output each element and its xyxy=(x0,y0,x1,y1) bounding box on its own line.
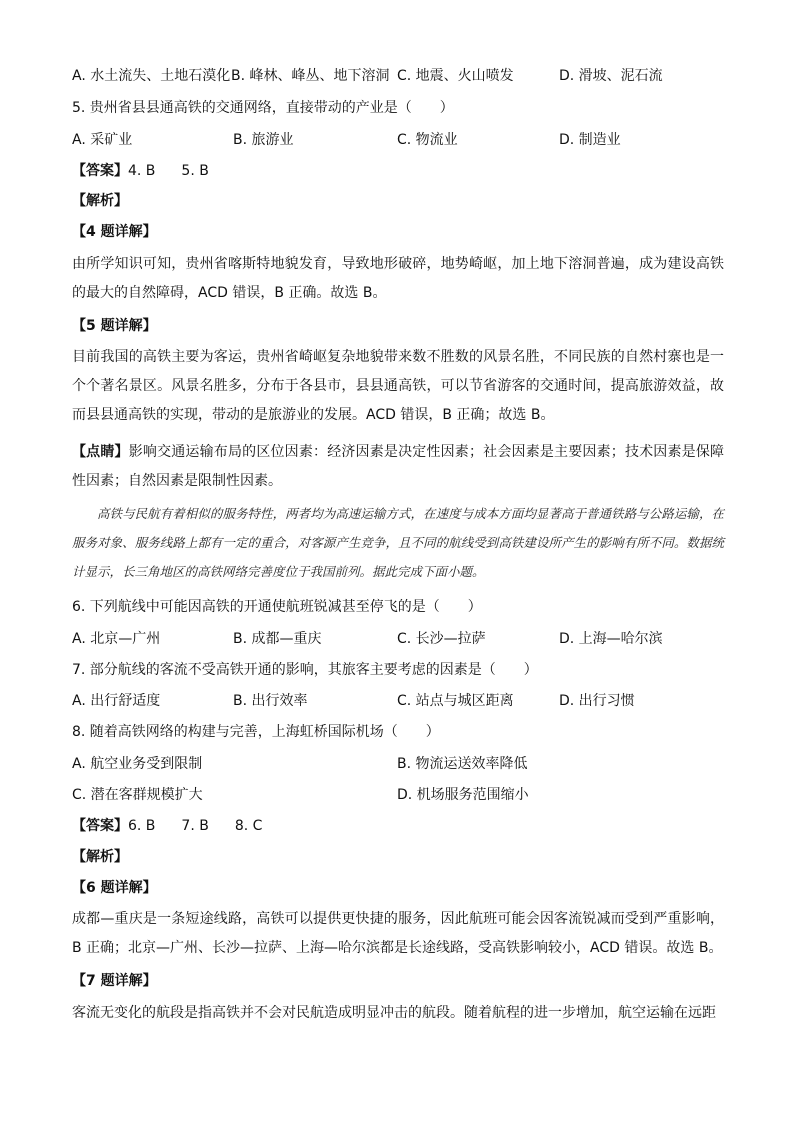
analysis-heading-1: 【解析】 xyxy=(72,193,128,209)
answer-item: 8. C xyxy=(234,818,263,834)
answer-block-1 xyxy=(72,161,732,181)
q6-option-b: B. 成都—重庆 xyxy=(233,631,322,647)
q5-option-a: A. 采矿业 xyxy=(72,132,133,148)
q7-option-d: D. 出行习惯 xyxy=(559,693,635,709)
q6-stem: 6. 下列航线中可能因高铁的开通使航班锐减甚至停飞的是（ ） xyxy=(72,599,482,615)
tip-tag: 【点睛】 xyxy=(72,444,129,460)
answer-item: 6. B xyxy=(128,818,156,834)
detail-7-heading: 【7 题详解】 xyxy=(72,973,157,989)
analysis-heading-2: 【解析】 xyxy=(72,849,128,865)
q7-option-b: B. 出行效率 xyxy=(233,693,308,709)
q5-stem: 5. 贵州省县县通高铁的交通网络，直接带动的产业是（ ） xyxy=(72,100,454,116)
tip-block xyxy=(72,438,724,496)
q8-option-d: D. 机场服务范围缩小 xyxy=(397,787,529,803)
q5-option-c: C. 物流业 xyxy=(397,132,458,148)
detail-4-text: 由所学知识可知，贵州省喀斯特地貌发育，导致地形破碎，地势崎岖，加上地下溶洞普遍，成为建设高铁的最大的自然障碍，ACD 错误，B 正确。故选 B。 xyxy=(72,256,724,301)
tip-text: 影响交通运输布局的区位因素：经济因素是决定性因素；社会因素是主要因素；技术因素是保障性因素；自然因素是限制性因素。 xyxy=(72,444,725,489)
detail-6-text: 成都—重庆是一条短途线路，高铁可以提供更快捷的服务，因此航班可能会因客流锐减而受到严重影响，B 正确；北京—广州、长沙—拉萨、上海—哈尔滨都是长途线路，受高铁影响较小，ACD 错误。故选 B。 xyxy=(72,911,724,956)
detail-5-heading: 【5 题详解】 xyxy=(72,318,157,334)
q8-option-a: A. 航空业务受到限制 xyxy=(72,756,203,772)
q6-option-d: D. 上海—哈尔滨 xyxy=(559,631,663,647)
detail-5-text: 目前我国的高铁主要为客运，贵州省崎岖复杂地貌带来数不胜数的风景名胜，不同民族的自然村寨也是一个个著名景区。风景名胜多，分布于各县市，县县通高铁，可以节省游客的交通时间，提高旅游效益，故而县县通高铁的实现，带动的是旅游业的发展。ACD 错误，B 正确；故选 B。 xyxy=(72,349,724,423)
reading-passage: 高铁与民航有着相似的服务特性，两者均为高速运输方式，在速度与成本方面均显著高于普通铁路与公路运输，在服务对象、服务线路上都有一定的重合，对客源产生竞争，且不同的航线受到高铁建设所产生的影响有所不同。数据统计显示，长三角地区的高铁网络完善度位于我国前列。据此完成下面小题。 xyxy=(72,506,724,579)
detail-6-heading: 【6 题详解】 xyxy=(72,880,157,896)
q4-option-d: D. 滑坡、泥石流 xyxy=(559,68,663,84)
q5-option-b: B. 旅游业 xyxy=(233,132,294,148)
answer-tag: 【答案】 xyxy=(72,163,128,179)
q4-option-a: A. 水土流失、土地石漠化 xyxy=(72,68,231,84)
q6-option-c: C. 长沙—拉萨 xyxy=(397,631,486,647)
q5-option-d: D. 制造业 xyxy=(559,132,621,148)
q8-stem: 8. 随着高铁网络的构建与完善，上海虹桥国际机场（ ） xyxy=(72,724,440,740)
answer-block-2 xyxy=(72,816,732,836)
detail-4-heading: 【4 题详解】 xyxy=(72,224,157,240)
q6-option-a: A. 北京—广州 xyxy=(72,631,161,647)
detail-7-text: 客流无变化的航段是指高铁并不会对民航造成明显冲击的航段。随着航程的进一步增加，航空运输在远距 xyxy=(72,1005,716,1021)
q7-option-c: C. 站点与城区距离 xyxy=(397,693,514,709)
q7-stem: 7. 部分航线的客流不受高铁开通的影响，其旅客主要考虑的因素是（ ） xyxy=(72,662,538,678)
q4-option-b: B. 峰林、峰丛、地下溶洞 xyxy=(231,68,390,84)
q7-option-a: A. 出行舒适度 xyxy=(72,693,161,709)
answer-item: 7. B xyxy=(181,818,209,834)
q8-option-c: C. 潜在客群规模扩大 xyxy=(72,787,203,803)
answer-item: 5. B xyxy=(181,163,209,179)
q8-option-b: B. 物流运送效率降低 xyxy=(397,756,528,772)
answer-item: 4. B xyxy=(128,163,156,179)
q4-option-c: C. 地震、火山喷发 xyxy=(397,68,514,84)
answer-tag: 【答案】 xyxy=(72,818,128,834)
